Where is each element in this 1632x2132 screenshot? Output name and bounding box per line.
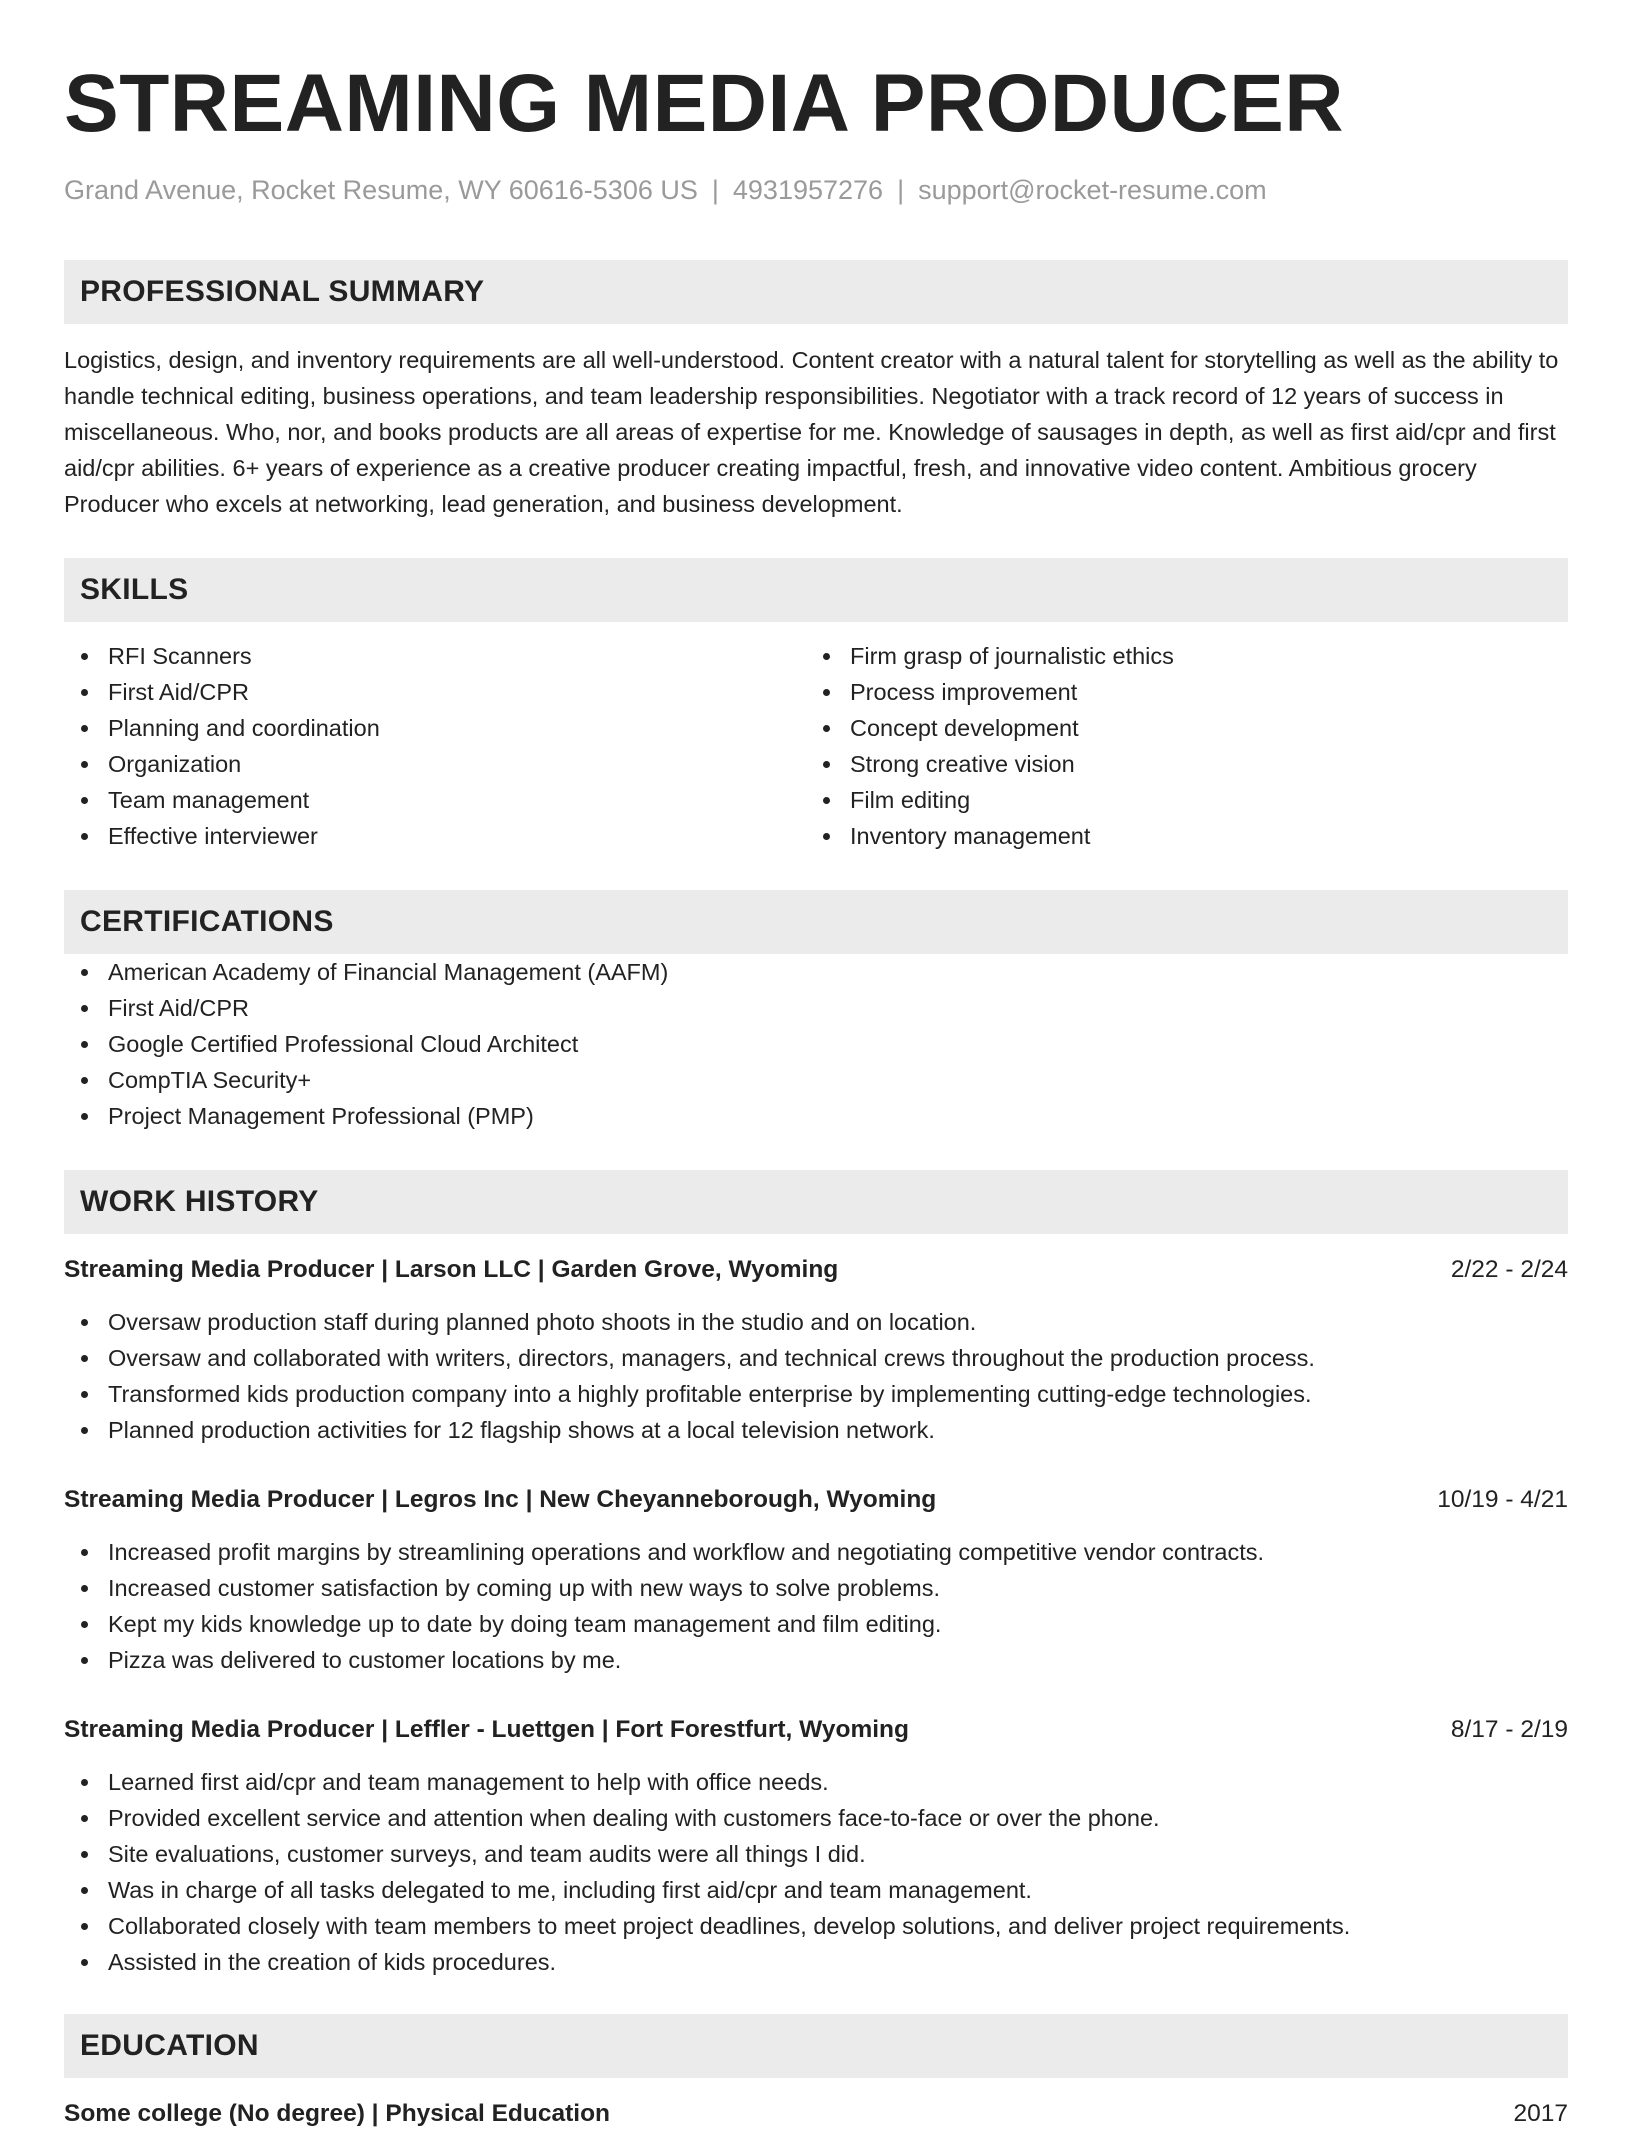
- job-dates: 10/19 - 4/21: [1437, 1486, 1568, 1513]
- skill-item: RFI Scanners: [64, 638, 806, 674]
- certification-item: Project Management Professional (PMP): [64, 1098, 1568, 1134]
- job-title: Streaming Media Producer | Legros Inc | New Cheyanneborough, Wyoming: [64, 1486, 937, 1513]
- skill-item: Effective interviewer: [64, 818, 806, 854]
- summary-text: Logistics, design, and inventory requirements are all well-understood. Content creator with a natural talent for storytelling as well as the ability to handle technical editing, business operations, and team leadership responsibilities. Negotiator with a track record of 12 years of success in miscellaneous. Who, nor, and books products are all areas of expertise for me. Knowledge of sausages in depth, as well as first aid/cpr and first aid/cpr abilities. 6+ years of experience as a creative producer creating impactful, fresh, and innovative video content. Ambitious grocery Producer who excels at networking, lead generation, and business development.: [64, 347, 1559, 517]
- job-bullet: Assisted in the creation of kids procedures.: [64, 1944, 1568, 1980]
- job-bullet: Oversaw production staff during planned photo shoots in the studio and on location.: [64, 1304, 1568, 1340]
- job-bullet: Was in charge of all tasks delegated to me, including first aid/cpr and team management.: [64, 1872, 1568, 1908]
- job-entry: [64, 1252, 1568, 1448]
- skill-item: Organization: [64, 746, 806, 782]
- skill-item: Film editing: [806, 782, 1548, 818]
- job-bullet: Collaborated closely with team members to meet project deadlines, develop solutions, and deliver project requirements.: [64, 1908, 1568, 1944]
- job-bullet: Provided excellent service and attention when dealing with customers face-to-face or over the phone.: [64, 1800, 1568, 1836]
- job-bullet: Planned production activities for 12 flagship shows at a local television network.: [64, 1412, 1568, 1448]
- contact-line: [64, 172, 1568, 208]
- education-degree: Some college (No degree) | Physical Education: [64, 2100, 610, 2127]
- job-title: Streaming Media Producer | Leffler - Luettgen | Fort Forestfurt, Wyoming: [64, 1716, 909, 1743]
- section-heading-education: EDUCATION: [64, 2014, 1568, 2078]
- skills-columns: [64, 638, 1568, 854]
- contact-phone: 4931957276: [732, 175, 884, 205]
- contact-separator: |: [897, 175, 905, 205]
- job-header: [64, 1482, 1568, 1518]
- skill-item: First Aid/CPR: [64, 674, 806, 710]
- job-header: [64, 1252, 1568, 1288]
- skill-item: Team management: [64, 782, 806, 818]
- job-bullets: [64, 1534, 1568, 1678]
- skills-list-left: [64, 638, 806, 854]
- certifications-list: [64, 954, 1568, 1134]
- job-bullet: Site evaluations, customer surveys, and team audits were all things I did.: [64, 1836, 1568, 1872]
- job-bullet: Increased customer satisfaction by coming up with new ways to solve problems.: [64, 1570, 1568, 1606]
- skill-item: Strong creative vision: [806, 746, 1548, 782]
- job-dates: 2/22 - 2/24: [1450, 1256, 1568, 1283]
- section-heading-skills: SKILLS: [64, 558, 1568, 622]
- job-bullets: [64, 1304, 1568, 1448]
- candidate-name: STREAMING MEDIA PRODUCER: [64, 58, 1344, 149]
- certification-item: First Aid/CPR: [64, 990, 1568, 1026]
- education-entry: [64, 2096, 1568, 2132]
- job-bullet: Learned first aid/cpr and team management to help with office needs.: [64, 1764, 1568, 1800]
- job-bullet: Increased profit margins by streamlining operations and workflow and negotiating competitive vendor contracts.: [64, 1534, 1568, 1570]
- job-bullet: Transformed kids production company into a highly profitable enterprise by implementing cutting-edge technologies.: [64, 1376, 1568, 1412]
- job-entry: [64, 1482, 1568, 1678]
- job-bullets: [64, 1764, 1568, 1980]
- skill-item: Process improvement: [806, 674, 1548, 710]
- certification-item: CompTIA Security+: [64, 1062, 1568, 1098]
- skills-list-right: [806, 638, 1548, 854]
- skill-item: Firm grasp of journalistic ethics: [806, 638, 1548, 674]
- job-bullet: Kept my kids knowledge up to date by doing team management and film editing.: [64, 1606, 1568, 1642]
- job-title: Streaming Media Producer | Larson LLC | Garden Grove, Wyoming: [64, 1256, 839, 1283]
- job-header: [64, 1712, 1568, 1748]
- job-entry: [64, 1712, 1568, 1980]
- job-bullet: Oversaw and collaborated with writers, directors, managers, and technical crews throughout the production process.: [64, 1340, 1568, 1376]
- section-heading-certifications: CERTIFICATIONS: [64, 890, 1568, 954]
- skill-item: Planning and coordination: [64, 710, 806, 746]
- contact-separator: |: [711, 175, 719, 205]
- section-heading-work-history: WORK HISTORY: [64, 1170, 1568, 1234]
- certification-item: American Academy of Financial Management (AAFM): [64, 954, 1568, 990]
- resume-page: [64, 58, 1568, 2132]
- contact-address: Grand Avenue, Rocket Resume, WY 60616-5306 US: [64, 175, 698, 205]
- contact-email: support@rocket-resume.com: [918, 175, 1267, 205]
- job-dates: 8/17 - 2/19: [1450, 1716, 1568, 1743]
- skill-item: Inventory management: [806, 818, 1548, 854]
- certification-item: Google Certified Professional Cloud Architect: [64, 1026, 1568, 1062]
- job-bullet: Pizza was delivered to customer locations by me.: [64, 1642, 1568, 1678]
- skill-item: Concept development: [806, 710, 1548, 746]
- education-year: 2017: [1513, 2100, 1568, 2127]
- section-heading-summary: PROFESSIONAL SUMMARY: [64, 260, 1568, 324]
